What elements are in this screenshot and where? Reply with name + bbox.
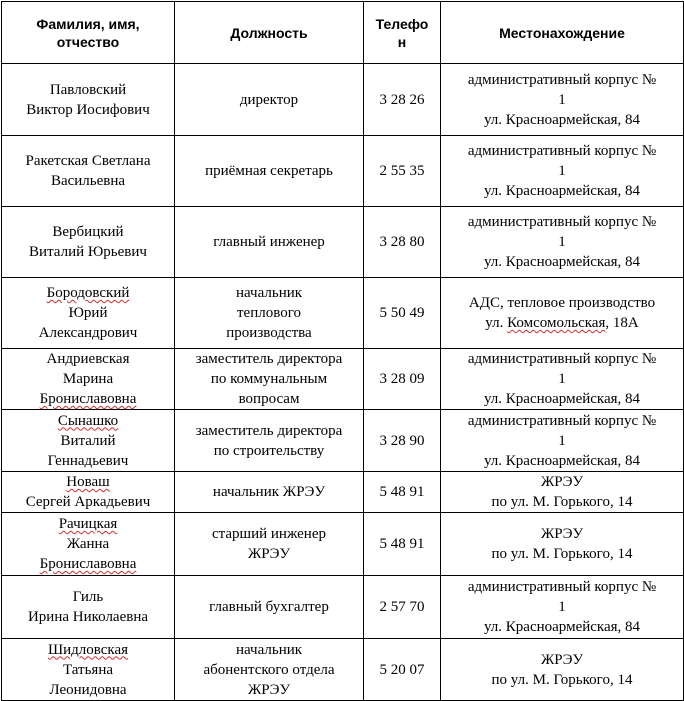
spellcheck-word: Новаш <box>66 474 110 490</box>
cell-line: административный корпус № <box>467 412 657 429</box>
cell-phone: 5 50 49 <box>364 278 441 349</box>
cell-line: ул. Комсомольская, 18А <box>485 315 639 331</box>
cell-line: по строительству <box>213 442 325 459</box>
cell-line: Павловский <box>49 81 127 98</box>
cell-line: директор <box>239 91 299 108</box>
cell-line: ЖРЭУ <box>247 546 291 562</box>
table-row <box>2 207 684 278</box>
cell-line: начальник <box>235 641 303 658</box>
cell-location <box>441 64 684 136</box>
cell-name <box>2 207 175 278</box>
table-row <box>2 278 684 349</box>
cell-name <box>2 410 175 472</box>
staff-contacts-table <box>1 1 684 701</box>
cell-line: АДС, тепловое производство <box>468 295 656 311</box>
cell-location <box>441 639 684 701</box>
cell-line: ул. Красноармейская, 84 <box>483 111 641 128</box>
table-body <box>2 64 684 701</box>
cell-line <box>5 283 171 303</box>
cell-name <box>2 136 175 207</box>
cell-line: 1 <box>558 234 566 250</box>
cell-line: начальник ЖРЭУ <box>212 484 326 500</box>
cell-position <box>175 472 364 513</box>
cell-line: Юрий <box>68 305 108 321</box>
cell-line: ЖРЭУ <box>540 651 584 668</box>
cell-name <box>2 278 175 349</box>
cell-line: 1 <box>558 432 566 449</box>
cell-line: по ул. М. Горького, 14 <box>491 546 633 562</box>
cell-line: 1 <box>558 371 566 387</box>
cell-line: начальник <box>235 285 303 301</box>
cell-line: Виктор Иосифович <box>26 101 150 118</box>
cell-phone: 5 48 91 <box>364 513 441 576</box>
cell-location <box>441 513 684 576</box>
spellcheck-word: Бородовский <box>46 285 130 301</box>
cell-line: административный корпус № <box>467 351 657 367</box>
cell-line: 1 <box>558 91 566 108</box>
cell-line: 1 <box>558 163 566 179</box>
table-row <box>2 64 684 136</box>
cell-location <box>441 410 684 472</box>
cell-line: административный корпус № <box>467 71 657 88</box>
cell-position <box>175 278 364 349</box>
header-location: Местонахождение <box>441 2 684 64</box>
cell-line: теплового <box>237 305 301 321</box>
cell-line: ЖРЭУ <box>540 526 584 542</box>
spellcheck-word: Рачицкая <box>58 516 118 532</box>
cell-position <box>175 576 364 639</box>
table-row <box>2 639 684 701</box>
cell-line: по коммунальным <box>210 371 328 387</box>
cell-position <box>175 410 364 472</box>
cell-phone: 3 28 90 <box>364 410 441 472</box>
cell-line: ул. Красноармейская, 84 <box>483 619 641 635</box>
cell-line <box>5 411 171 431</box>
cell-line: Леонидовна <box>49 681 127 698</box>
cell-line: Виталий <box>60 432 116 449</box>
cell-location <box>441 278 684 349</box>
cell-line: Жанна <box>66 536 110 552</box>
cell-location <box>441 576 684 639</box>
cell-position <box>175 349 364 410</box>
cell-line: Геннадьевич <box>47 452 129 469</box>
cell-line: главный инженер <box>213 234 325 250</box>
cell-line: 1 <box>558 599 566 615</box>
cell-line <box>5 640 171 660</box>
cell-line: административный корпус № <box>467 214 657 230</box>
cell-line: вопросам <box>238 391 300 407</box>
cell-phone: 2 57 70 <box>364 576 441 639</box>
cell-line: Вербицкий <box>52 224 124 240</box>
cell-line <box>5 554 171 574</box>
cell-line: Андриевская <box>46 351 130 367</box>
header-phone-line1: Телефо <box>375 15 429 32</box>
cell-line: производства <box>226 325 312 341</box>
table-row <box>2 349 684 410</box>
spellcheck-word: Сынашко <box>57 412 119 429</box>
cell-line: по ул. М. Горького, 14 <box>491 494 633 510</box>
cell-line: Ракетская Светлана <box>25 153 151 169</box>
table-row <box>2 136 684 207</box>
cell-name <box>2 472 175 513</box>
header-phone <box>364 2 441 64</box>
spellcheck-word: Брониславовна <box>39 391 137 407</box>
cell-name <box>2 349 175 410</box>
cell-line: абонентского отдела <box>203 661 335 678</box>
cell-line: Виталий Юрьевич <box>29 244 147 260</box>
cell-position <box>175 64 364 136</box>
cell-line: ул. Красноармейская, 84 <box>483 452 641 469</box>
table-row <box>2 513 684 576</box>
cell-line: административный корпус № <box>467 143 657 159</box>
cell-phone: 3 28 09 <box>364 349 441 410</box>
cell-location <box>441 349 684 410</box>
cell-name <box>2 576 175 639</box>
cell-line: Марина <box>62 371 114 387</box>
cell-line: Александрович <box>38 325 138 341</box>
cell-position <box>175 207 364 278</box>
cell-name <box>2 64 175 136</box>
cell-line: Ирина Николаевна <box>27 609 149 625</box>
cell-location <box>441 136 684 207</box>
cell-phone: 5 20 07 <box>364 639 441 701</box>
cell-line: ул. Красноармейская, 84 <box>483 183 641 199</box>
header-name-line2: отчество <box>56 33 120 50</box>
cell-line <box>5 389 171 409</box>
header-name <box>2 2 175 64</box>
cell-phone: 3 28 80 <box>364 207 441 278</box>
cell-name <box>2 513 175 576</box>
cell-line: Татьяна <box>62 661 114 678</box>
cell-location <box>441 207 684 278</box>
table-row <box>2 472 684 513</box>
cell-line: старший инженер <box>212 526 326 542</box>
cell-line: ЖРЭУ <box>540 474 584 490</box>
cell-line: Васильевна <box>50 173 126 189</box>
cell-location <box>441 472 684 513</box>
header-name-line1: Фамилия, имя, <box>36 15 140 32</box>
spellcheck-word: Шидловская <box>47 641 129 658</box>
table-header-row <box>2 2 684 64</box>
spellcheck-word: Комсомольская <box>507 315 606 331</box>
cell-line: Сергей Аркадьевич <box>25 494 151 510</box>
cell-line: по ул. М. Горького, 14 <box>491 671 633 688</box>
cell-position <box>175 513 364 576</box>
cell-line: ЖРЭУ <box>247 681 291 698</box>
cell-position <box>175 639 364 701</box>
cell-name <box>2 639 175 701</box>
cell-line: административный корпус № <box>467 579 657 595</box>
cell-line: заместитель директора <box>195 422 343 439</box>
cell-phone: 5 48 91 <box>364 472 441 513</box>
spellcheck-word: Брониславовна <box>39 556 137 572</box>
table-row <box>2 576 684 639</box>
cell-phone: 2 55 35 <box>364 136 441 207</box>
cell-line: ул. Красноармейская, 84 <box>483 391 641 407</box>
cell-line: Гиль <box>72 589 104 605</box>
cell-line: главный бухгалтер <box>209 599 329 615</box>
cell-line <box>5 514 171 534</box>
cell-line: приёмная секретарь <box>205 163 333 179</box>
header-phone-line2: н <box>397 33 407 50</box>
cell-line: заместитель директора <box>195 351 343 367</box>
cell-line: ул. Красноармейская, 84 <box>483 254 641 270</box>
cell-phone: 3 28 26 <box>364 64 441 136</box>
header-position: Должность <box>175 2 364 64</box>
cell-position <box>175 136 364 207</box>
cell-line <box>5 472 171 492</box>
table-row <box>2 410 684 472</box>
